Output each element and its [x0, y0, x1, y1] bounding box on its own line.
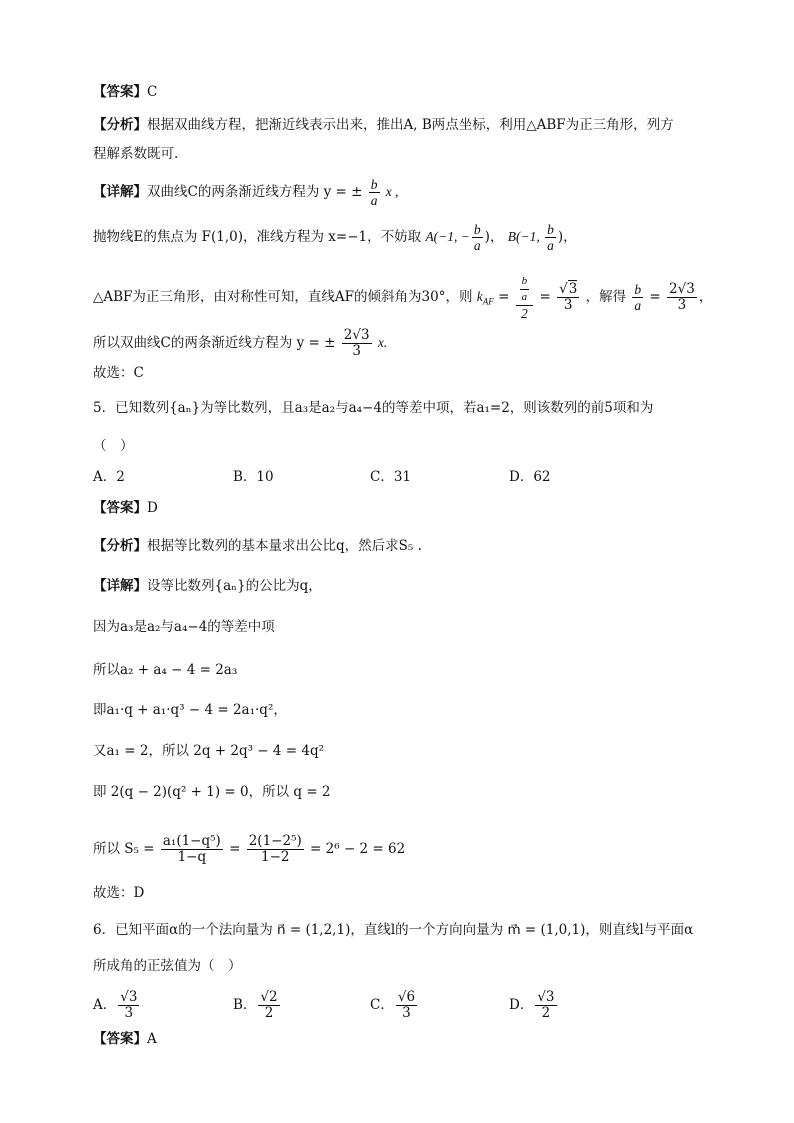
solve-text: ，解得 [585, 289, 627, 305]
point-A: A(−1, − [425, 229, 470, 244]
choice-line-q5: 故选：D [93, 885, 145, 901]
x-term: x. [377, 335, 388, 350]
detail-text: 设等比数列{aₙ}的公比为q， [147, 578, 322, 594]
option-letter: B． [233, 997, 257, 1013]
q5-option-d: D．62 [509, 469, 551, 485]
option-fraction: $\frac{√2}{2}$ [260, 989, 278, 1021]
sum-formula-fraction: $\frac{\text{a₁(1−q⁵)}}{1-q}$ [162, 833, 221, 865]
slope-line [93, 274, 712, 321]
fraction-result: $\frac{2√3}{3}$ [669, 281, 695, 313]
option-fraction: $\frac{√3}{2}$ [537, 989, 555, 1021]
detail-tag: 【详解】 [93, 184, 147, 200]
question-6-line-2: 所成角的正弦值为（ ） [93, 958, 242, 974]
fraction-sqrt3-over-3: $\frac{√3}{3}$ [559, 281, 578, 313]
conclusion-text: 所以双曲线C的两条渐近线方程为 y = ± [93, 335, 336, 351]
fraction-b-over-a: $\frac{b}{a}$ [370, 177, 378, 208]
answer-value: D [147, 500, 158, 516]
sum-value-fraction: $\frac{\text{2(1−2⁵)}}{1-2}$ [248, 833, 302, 865]
step-5: 即 2(q − 2)(q² + 1) = 0，所以 q = 2 [93, 784, 331, 800]
q6-option-c [370, 990, 419, 1021]
fraction-b-over-a: $\frac{b}{a}$ [547, 222, 554, 253]
option-fraction: $\frac{√3}{3}$ [120, 989, 138, 1021]
answer-tag: 【答案】 [93, 84, 147, 100]
slope-text: △ABF为正三角形，由对称性可知，直线AF的倾斜角为30°，则 [93, 289, 473, 305]
q6-option-a [93, 990, 141, 1021]
answer-value: A [147, 1031, 157, 1047]
fraction-b-over-a: $\frac{b}{a}$ [473, 222, 481, 253]
equals: = [649, 289, 661, 305]
analysis-text: 根据双曲线方程，把渐近线表示出来，推出A, B两点坐标，利用△ABF为正三角形，列方 [147, 117, 674, 133]
analysis-line-q5 [93, 536, 422, 556]
answer-line-q5 [93, 498, 158, 518]
analysis-text: 根据等比数列的基本量求出公比q，然后求S₅ . [147, 538, 422, 554]
sum-label: 所以 S₅ = [93, 841, 155, 857]
answer-line-q6 [93, 1029, 157, 1049]
question-5-paren: （ ） [93, 438, 134, 454]
option-letter: D． [509, 997, 534, 1013]
q5-option-a: A．2 [93, 469, 125, 485]
k-symbol: k [476, 289, 483, 304]
option-letter: A． [93, 997, 117, 1013]
equals: = [229, 841, 241, 857]
answer-value: C [147, 84, 158, 100]
parabola-line [93, 222, 577, 253]
comma: ， [698, 289, 713, 305]
step-6 [93, 834, 405, 865]
nested-fraction: $\frac{\frac{b}{a}}{2}$ [516, 274, 534, 321]
equals: = [539, 289, 551, 305]
analysis-tag: 【分析】 [93, 538, 147, 554]
close-paren: )， [557, 229, 577, 245]
step-1: 因为a₃是a₂与a₄−4的等差中项 [93, 619, 275, 635]
fraction-2sqrt3-over-3: $\frac{2√3}{3}$ [343, 327, 370, 359]
analysis-line-2: 程解系数既可. [93, 146, 179, 162]
k-subscript: AF [482, 296, 494, 307]
step-2: 所以a₂ + a₄ − 4 = 2a₃ [93, 662, 238, 678]
q5-option-c: C．31 [370, 469, 412, 485]
sum-result: = 2⁶ − 2 = 62 [310, 841, 406, 857]
analysis-line-q4 [93, 115, 674, 135]
step-4: 又a₁ = 2，所以 2q + 2q³ − 4 = 4q² [93, 743, 325, 759]
answer-tag: 【答案】 [93, 1031, 147, 1047]
parabola-text: 抛物线E的焦点为 F(1,0)，准线方程为 x=−1，不妨取 [93, 229, 422, 245]
answer-line-q4 [93, 82, 157, 102]
option-fraction: $\frac{√6}{3}$ [397, 989, 416, 1021]
fraction-b-over-a: $\frac{b}{a}$ [634, 282, 642, 313]
step-3: 即a₁·q + a₁·q³ − 4 = 2a₁·q²， [93, 702, 287, 718]
choice-line-q4: 故选：C [93, 365, 144, 381]
equals: = [498, 289, 510, 305]
point-B: B(−1, [507, 229, 544, 244]
answer-tag: 【答案】 [93, 500, 147, 516]
asymptote-conclusion [93, 328, 387, 359]
detail-line-q4 [93, 177, 399, 208]
analysis-tag: 【分析】 [93, 117, 147, 133]
detail-text: 双曲线C的两条渐近线方程为 y = ± [147, 184, 363, 200]
q6-option-b [233, 990, 282, 1021]
question-5: 5．已知数列{aₙ}为等比数列，且a₃是a₂与a₄−4的等差中项，若a₁=2，则该数列的前5项和为 [93, 400, 654, 416]
close-paren: )， [484, 229, 504, 245]
detail-tag: 【详解】 [93, 578, 147, 594]
detail-line-q5 [93, 576, 322, 596]
question-6: 6．已知平面α的一个法向量为 n⃗ = (1,2,1)，直线l的一个方向向量为 m⃗ = (1,0,1)，则直线l与平面α [93, 922, 694, 938]
option-letter: C． [370, 997, 394, 1013]
q6-option-d [509, 990, 559, 1021]
q5-option-b: B．10 [233, 469, 274, 485]
x-term: x , [385, 184, 399, 199]
